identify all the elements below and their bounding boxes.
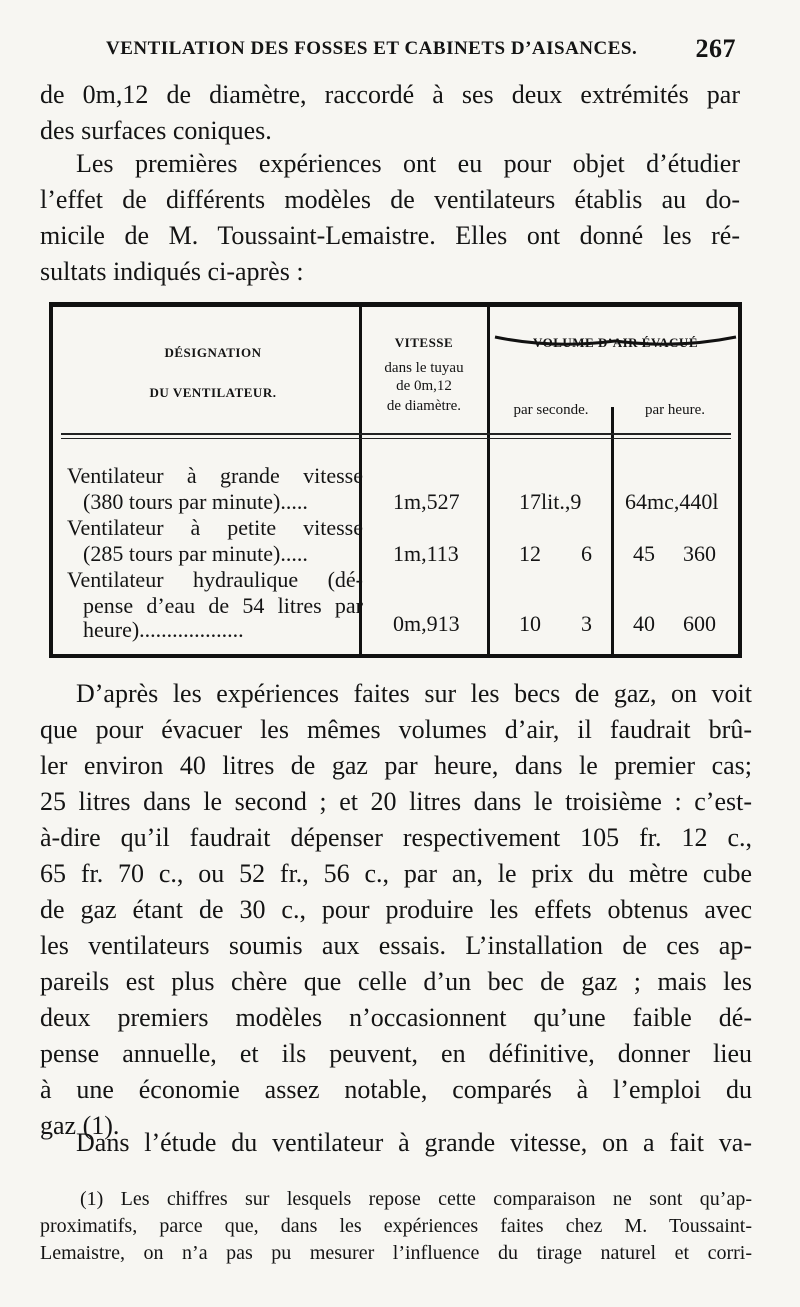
cell-per-second: 12 — [519, 541, 541, 566]
header-vitesse-sub: de 0m,12 — [396, 378, 452, 394]
text-line: 25 litres dans le second ; et 20 litres dans le troisième : c’est- — [40, 787, 752, 816]
text-line: ler environ 40 litres de gaz par heure, dans le premier cas; — [40, 751, 752, 780]
footnote-line: proximatifs, parce que, dans les expériences faites chez M. Toussaint- — [40, 1215, 752, 1237]
row-label: Ventilateur hydraulique (dé- — [67, 567, 363, 592]
text-line: à une économie assez notable, comparés à l’emploi du — [40, 1075, 752, 1104]
ventilator-results-table — [49, 302, 742, 658]
text-line: pense annuelle, et ils peuvent, en définitive, donner lieu — [40, 1039, 752, 1068]
running-head-title: VENTILATION DES FOSSES ET CABINETS D’AISANCES. — [106, 38, 638, 59]
text-line: sultats indiqués ci-après : — [40, 257, 304, 286]
text-line: D’après les expériences faites sur les becs de gaz, on voit — [76, 679, 752, 708]
header-designation: DÉSIGNATION — [164, 345, 262, 360]
footnote-line: (1) Les chiffres sur lesquels repose cette comparaison ne sont qu’ap- — [80, 1188, 752, 1210]
column-divider — [487, 307, 490, 654]
header-designation-sub: DU VENTILATEUR. — [149, 385, 277, 400]
text-line: pareils est plus chère que celle d’un bec de gaz ; mais les — [40, 967, 752, 996]
row-label: heure)................... — [83, 617, 244, 642]
text-line: gaz (1). — [40, 1111, 120, 1140]
text-line: l’effet de différents modèles de ventilateurs établis au do- — [40, 185, 740, 214]
text-line: Les premières expériences ont eu pour objet d’étudier — [76, 149, 740, 178]
header-per-hour: par heure. — [645, 402, 705, 418]
paragraph-1 — [40, 77, 740, 149]
page-number: 267 — [695, 34, 736, 63]
cell-per-second: 3 — [581, 611, 592, 636]
header-vitesse-sub: de diamètre. — [386, 398, 462, 414]
text-line: à-dire qu’il faudrait dépenser respectivement 105 fr. 12 c., — [40, 823, 752, 852]
column-divider — [611, 407, 614, 654]
cell-per-hour: 64mc,440l — [625, 489, 719, 514]
row-label: pense d’eau de 54 litres par — [83, 593, 363, 618]
text-line: des surfaces coniques. — [40, 116, 272, 145]
row-label: (380 tours par minute)..... — [83, 489, 308, 514]
cell-per-hour: 600 — [683, 611, 716, 636]
footnote — [40, 1186, 752, 1267]
paragraph-3 — [40, 676, 752, 1144]
text-line: de gaz étant de 30 c., pour produire les effets obtenus avec — [40, 895, 752, 924]
text-line: micile de M. Toussaint-Lemaistre. Elles ont donné les ré- — [40, 221, 740, 250]
paragraph-4 — [40, 1125, 752, 1161]
cell-per-second: 10 — [519, 611, 541, 636]
header-rule — [61, 433, 731, 435]
text-line: Dans l’étude du ventilateur à grande vitesse, on a fait va- — [76, 1128, 752, 1157]
header-vitesse: VITESSE — [394, 335, 454, 350]
cell-per-hour: 360 — [683, 541, 716, 566]
cell-per-second: 6 — [581, 541, 592, 566]
cell-vitesse: 1m,527 — [393, 489, 460, 514]
header-rule — [61, 438, 731, 439]
cell-per-hour: 40 — [633, 611, 655, 636]
paragraph-2 — [40, 146, 740, 290]
cell-vitesse: 1m,113 — [393, 541, 459, 566]
text-line: de 0m,12 de diamètre, raccordé à ses deux extrémités par — [40, 80, 740, 109]
cell-vitesse: 0m,913 — [393, 611, 460, 636]
row-label: (285 tours par minute)..... — [83, 541, 308, 566]
header-per-second: par seconde. — [513, 402, 589, 418]
footnote-line: Lemaistre, on n’a pas pu mesurer l’influence du tirage naturel et corri- — [40, 1242, 752, 1264]
cell-per-second: 17lit.,9 — [519, 489, 582, 514]
text-line: 65 fr. 70 c., ou 52 fr., 56 c., par an, le prix du mètre cube — [40, 859, 752, 888]
header-vitesse-sub: dans le tuyau — [384, 360, 464, 376]
brace-icon — [493, 335, 738, 349]
header-volume: VOLUME D’AIR ÉVACUÉ — [532, 335, 698, 350]
text-line: les ventilateurs soumis aux essais. L’installation de ces ap- — [40, 931, 752, 960]
text-line: deux premiers modèles n’occasionnent qu’une faible dé- — [40, 1003, 752, 1032]
text-line: que pour évacuer les mêmes volumes d’air, il faudrait brû- — [40, 715, 752, 744]
cell-per-hour: 45 — [633, 541, 655, 566]
row-label: Ventilateur à petite vitesse — [67, 515, 363, 540]
row-label: Ventilateur à grande vitesse — [67, 463, 363, 488]
